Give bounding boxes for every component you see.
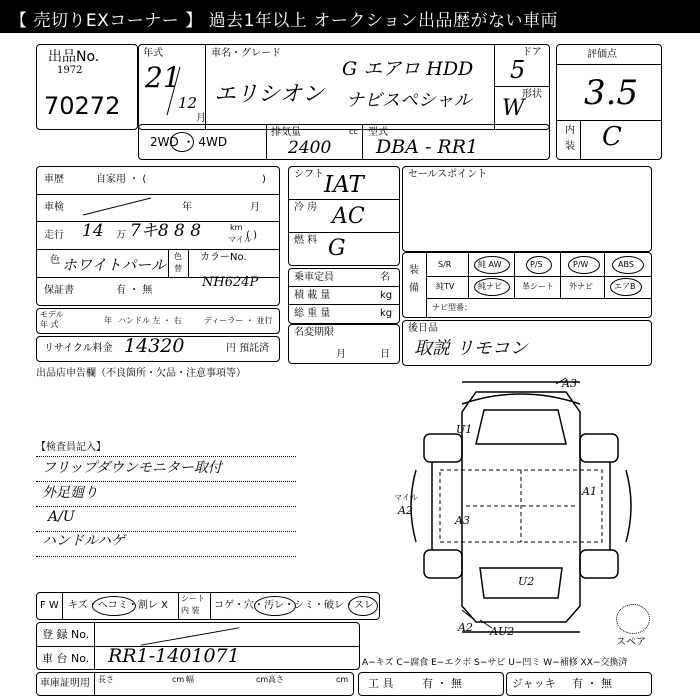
displacement-label: 排気量 [271,127,301,138]
certificate-length: 長さ [98,675,114,684]
capacity-seats-unit: 名 [380,272,390,283]
fw-seat-top: シート [181,594,205,603]
equip-leather: 革シート [522,282,554,291]
grade-line-2: ナビスペシャル [346,90,472,111]
mileage-value: 7キ8 8 8 [130,221,202,241]
damage-legend: A−キズ C−腐食 E−エクボ S−サビ U−凹ミ W−補修 XX−交換済 [362,658,628,668]
mileage-man-unit: 万 [116,230,126,241]
mileage-bracket: ( ) [246,230,257,241]
capacity-load-unit: kg [380,290,393,301]
mileage-label: 走行 [44,230,64,241]
jack-label: ジャッキ [512,677,556,690]
equip-airbag-circle [610,278,642,296]
equip-aw-circle [474,256,510,274]
mileage-unit-km: km [230,223,243,232]
aircon-value: AC [332,204,365,229]
equip-pw: P/W [573,260,589,269]
fw-seat-bottom: 内 装 [181,606,200,615]
drive-2wd-circle [170,132,194,152]
shape-value: W [502,96,525,121]
lot-number: 70272 [44,92,121,120]
name-change-month: 月 [336,349,346,360]
displacement-unit: cc [349,127,358,136]
capacity-seats-label: 乗車定員 [294,272,334,283]
color-code: NH624P [202,275,259,290]
header-title: 【 売切りEXコーナー 】 過去1年以上 オークション出品歴がない車両 [10,11,558,31]
interior-label-bottom: 装 [565,141,575,152]
equip-aw: 純 AW [478,260,502,269]
mark-a2-left: A2 [398,504,413,517]
lot-small-number: 1972 [57,65,83,76]
capacity-weight-unit: kg [380,308,393,319]
history-options: 自家用 ・ ( [96,174,147,185]
after-items-label: 後日品 [408,323,438,334]
certificate-width: 幅 [186,675,194,684]
notes-label: 出品店申告欄（不良箇所・欠品・注意事項等） [36,368,246,379]
mark-u2: U2 [518,575,535,588]
color-change-top: 色 [174,252,182,261]
color-code-label: カラーNo. [200,252,247,263]
drive-options: 2WD ・ 4WD [150,135,228,149]
model-name: エリシオン [214,82,325,107]
recycle-unit: 円 預託済 [226,343,270,354]
doors-label: ドア [522,47,542,58]
displacement-value: 2400 [288,138,332,158]
inspection-label: 車検 [44,202,64,213]
model-year-label-top: モデル [40,310,64,319]
model-year-unit: 年 [104,316,112,325]
mark-a1: A1 [582,485,597,498]
score-value: 3.5 [584,73,639,113]
fw-mark-circle-3 [348,596,378,616]
capacity-load-label: 積 載 量 [294,290,331,301]
mileage-man: 14 [82,221,104,241]
inspector-note-3: A/U [48,509,75,525]
inspector-note-1: フリップダウンモニター取付 [42,460,222,476]
sales-point-label: セールスポイント [408,169,488,180]
history-label: 車歴 [44,174,64,185]
navi-model-label: ナビ型番： [432,303,472,312]
mark-mile: マイル [394,493,418,502]
fw-label: F W [40,600,59,611]
year-month: 12 [178,94,198,112]
certificate-width-unit: cm [256,675,269,684]
inspector-note-4: ハンドルハゲ [42,533,126,549]
equip-tv: 純TV [436,282,455,291]
recycle-label: リサイクル料金 [44,343,113,354]
history-close: ) [262,174,266,185]
mark-a3-center: A3 [455,514,470,527]
fw-items: キズ・ヘコミ・割レ X [68,600,168,611]
shift-value: IAT [324,172,364,198]
doors-value: 5 [510,56,526,84]
registration-label: 登 録 No. [42,628,90,641]
equip-abs-circle [612,256,644,274]
fw-mark-circle-1 [92,596,136,616]
shift-label: シフト [294,169,324,180]
equip-airbag: エアB [614,282,636,291]
interior-label-top: 内 [565,125,575,136]
inspector-label: 【検査員記入】 [36,442,106,453]
model-label: 車名・グレード [211,48,281,59]
equip-ext-navi: 外ナビ [569,282,593,291]
equipment-label-top: 装 [409,265,419,276]
mark-a2-bottom: A2 [458,621,473,634]
equip-navi: 純ナビ [478,282,502,291]
color-value: ホワイトパール [62,256,166,274]
fw-seat-items: コゲ・穴・汚レ・シミ・破レ・スレ [214,600,374,611]
equip-navi-circle [474,278,510,296]
mileage-unit-mile: マイル [228,235,252,244]
model-year-label-bottom: 年 式 [40,320,59,329]
year-label: 年式 [143,48,163,59]
aircon-label: 冷 房 [294,202,318,213]
certificate-label: 車庫証明用 [40,678,90,689]
score-label: 評価点 [587,49,617,60]
shape-label: 形状 [522,89,542,100]
capacity-weight-label: 総 重 量 [294,308,331,319]
warranty-label: 保証書 [44,285,74,296]
equip-abs: ABS [618,260,634,269]
equip-ps-circle [526,256,552,274]
fuel-label: 燃 料 [294,235,318,246]
year-era: 21 [145,61,181,94]
name-change-day: 日 [380,349,390,360]
color-change-bottom: 替 [174,264,182,273]
chassis-value: RR1-1401071 [108,645,240,667]
mark-a3-top: A3 [562,377,577,390]
fuel-value: G [328,236,346,261]
lot-label: 出品No. [48,49,100,65]
mark-au2: AU2 [490,625,515,638]
equipment-label-bottom: 備 [409,283,419,294]
chassis-label: 車 台 No. [42,652,90,665]
dealer-options: ディーラー ・ 並行 [204,316,273,325]
car-damage-diagram [380,372,650,637]
month-unit: 月 [196,113,206,124]
jack-options: 有 ・ 無 [572,677,612,690]
certificate-height-unit: cm [336,675,349,684]
after-items-value: 取説 リモコン [414,338,528,359]
recycle-value: 14320 [124,335,185,357]
tools-options: 有 ・ 無 [422,677,462,690]
certificate-height: 高さ [268,675,284,684]
equip-pw-circle [568,256,600,274]
interior-value: C [602,122,622,152]
name-change-label: 名変期限 [294,327,334,338]
equip-sr: S/R [438,260,452,269]
spare-tire-icon [616,604,650,634]
type-label: 型式 [368,127,388,138]
warranty-options: 有 ・ 無 [116,285,153,296]
spare-label: スペア [616,637,646,648]
inspector-note-2: 外足廻り [42,485,98,501]
grade-line-1: G エアロ HDD [342,58,474,80]
tools-label: 工 具 [368,677,394,690]
type-value: DBA - RR1 [376,136,479,158]
certificate-length-unit: cm [172,675,185,684]
color-label: 色 [50,255,60,266]
mark-u1: U1 [456,423,473,436]
handle-options: ハンドル 左 ・ 右 [118,316,182,325]
fw-mark-circle-2 [254,596,296,616]
inspection-month: 月 [250,202,260,213]
inspection-year: 年 [182,202,192,213]
equip-ps: P/S [530,260,543,269]
